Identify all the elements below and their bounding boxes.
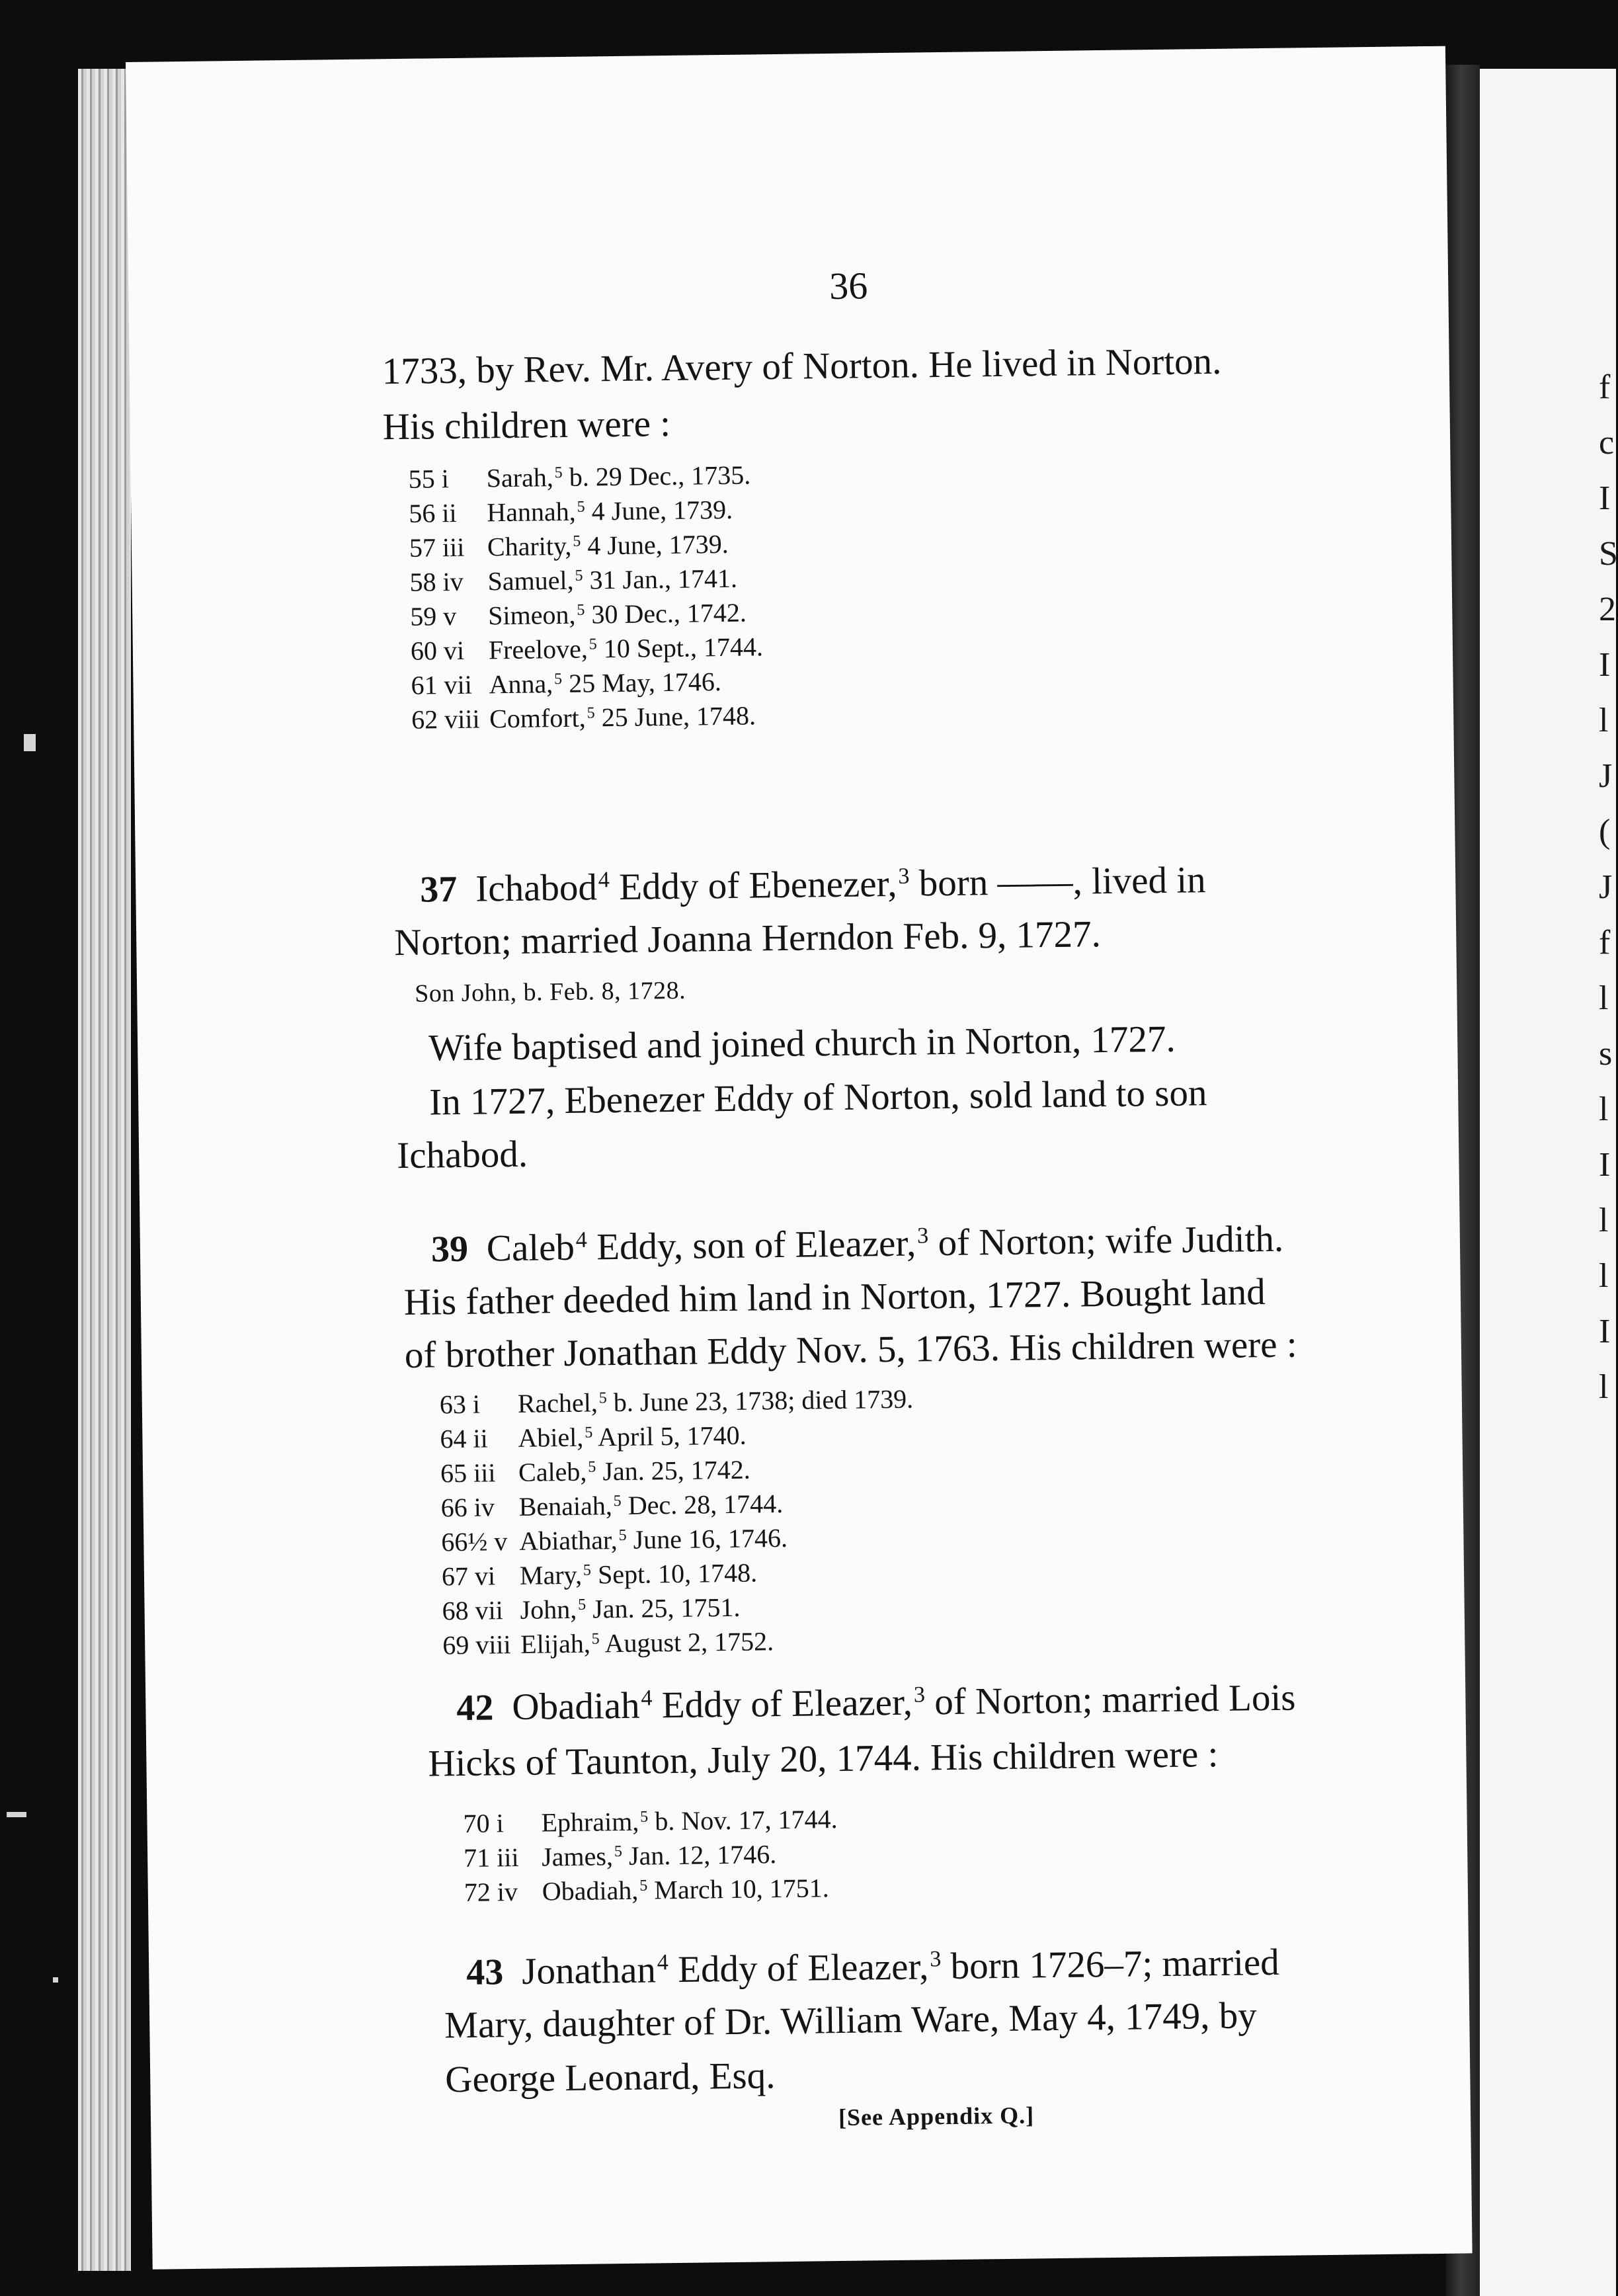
child-number: 71 iii <box>463 1842 519 1873</box>
child-dates: Dec. 28, 1744. <box>621 1489 784 1521</box>
entry-39-line-2: His father deeded him land in Norton, 1727. Bought land <box>403 1271 1266 1323</box>
facing-page-fragment: l <box>1599 979 1609 1017</box>
child-number: 68 vii <box>442 1595 504 1626</box>
generation-superscript: 5 <box>639 1877 648 1895</box>
child-name: Hannah, <box>487 496 577 528</box>
child-dates: b. Nov. 17, 1744. <box>648 1804 838 1836</box>
child-name: Freelove, <box>488 634 588 665</box>
entry-37-line-2: Norton; married Joanna Herndon Feb. 9, 1727. <box>393 913 1102 964</box>
generation-superscript: 5 <box>613 1492 622 1510</box>
child-number: 60 vi <box>410 635 465 666</box>
generation-superscript: 5 <box>614 1842 623 1860</box>
facing-page-fragment: I <box>1599 1313 1611 1350</box>
facing-page-fragment: s <box>1599 1035 1613 1073</box>
child-number: 56 ii <box>409 497 457 528</box>
entry-42-line-1: 42 Obadiah$^4$ Eddy of Eleazer,$^3$ of Norton; married Lois <box>456 1676 1296 1729</box>
facing-page-fragment: l <box>1599 1368 1609 1406</box>
facing-page-fragment: I <box>1599 479 1611 517</box>
child-name: Sarah, <box>486 462 554 493</box>
child-entry <box>464 1838 777 1873</box>
child-name: Mary, <box>519 1559 583 1590</box>
child-dates: Jan. 25, 1751. <box>585 1592 741 1624</box>
facing-page-fragment: I <box>1599 646 1611 684</box>
entry-43-line-3: George Leonard, Esq. <box>444 2055 776 2101</box>
child-number: 65 iii <box>440 1457 496 1489</box>
generation-superscript: 5 <box>575 567 583 585</box>
child-dates: March 10, 1751. <box>647 1873 830 1905</box>
child-entry <box>464 1872 829 1908</box>
entry-number: 39 <box>430 1228 469 1270</box>
facing-page-fragment: 2 <box>1599 591 1616 628</box>
dust-speck <box>24 734 36 751</box>
child-entry <box>440 1454 750 1489</box>
page-number: 36 <box>829 264 868 308</box>
child-entry <box>410 597 747 632</box>
facing-page-fragment: c <box>1599 424 1615 462</box>
child-entry <box>442 1592 740 1627</box>
child-dates: August 2, 1752. <box>599 1626 774 1659</box>
child-number: 57 iii <box>409 532 465 563</box>
facing-page-fragment: l <box>1599 1090 1609 1128</box>
generation-superscript: 5 <box>588 636 597 653</box>
opening-line-2: His children were : <box>382 402 671 448</box>
entry-number: 43 <box>465 1951 504 1993</box>
child-name: Comfort, <box>489 702 586 734</box>
child-dates: 25 May, 1746. <box>561 667 722 699</box>
facing-page-fragment: J <box>1599 757 1613 795</box>
child-entry <box>440 1488 783 1523</box>
child-dates: 4 June, 1739. <box>581 528 729 561</box>
generation-superscript: 5 <box>618 1526 627 1544</box>
generation-superscript: 5 <box>553 670 563 688</box>
child-name: James, <box>541 1841 614 1872</box>
facing-page-fragment: f <box>1599 924 1611 962</box>
child-entry <box>411 666 721 701</box>
child-entry <box>463 1803 838 1839</box>
entry-37-para-1: Wife baptised and joined church in Norton, 1727. <box>428 1018 1176 1069</box>
child-number: 66 iv <box>440 1492 495 1523</box>
facing-page-fragment: ( <box>1599 813 1611 850</box>
child-number: 63 i <box>439 1389 481 1420</box>
child-dates: b. 29 Dec., 1735. <box>562 460 751 492</box>
entry-43-line-2: Mary, daughter of Dr. William Ware, May 4, 1749, by <box>444 1994 1258 2047</box>
child-dates: 30 Dec., 1742. <box>585 597 747 630</box>
child-entry <box>441 1522 788 1557</box>
entry-number: 37 <box>419 868 458 911</box>
entry-39-line-1: 39 Caleb$^4$ Eddy, son of Eleazer,$^3$ of Norton; wife Judith. <box>430 1217 1284 1270</box>
opening-line-1: 1733, by Rev. Mr. Avery of Norton. He lived in Norton. <box>382 340 1222 393</box>
generation-superscript: 5 <box>598 1389 607 1407</box>
generation-superscript: 5 <box>585 1424 593 1442</box>
child-name: Abiathar, <box>519 1525 618 1556</box>
child-entry <box>440 1420 747 1455</box>
child-dates: April 5, 1740. <box>592 1420 747 1452</box>
child-name: Simeon, <box>487 599 576 631</box>
generation-superscript: 5 <box>573 532 581 550</box>
generation-superscript: 5 <box>587 704 595 722</box>
appendix-note: [See Appendix Q.] <box>838 2102 1035 2131</box>
entry-43-line-1: 43 Jonathan$^4$ Eddy of Eleazer,$^3$ born 1726–7; married <box>465 1941 1280 1993</box>
child-number: 69 viii <box>442 1629 511 1660</box>
child-name: Caleb, <box>518 1456 587 1487</box>
generation-superscript: 5 <box>577 1596 587 1614</box>
generation-superscript: 5 <box>577 498 585 516</box>
generation-superscript: 5 <box>591 1630 600 1648</box>
child-dates: Jan. 12, 1746. <box>622 1839 777 1871</box>
entry-39-line-3: of brother Jonathan Eddy Nov. 5, 1763. His children were : <box>404 1323 1297 1376</box>
child-name: Elijah, <box>520 1628 591 1659</box>
entry-37-para-2a: In 1727, Ebenezer Eddy of Norton, sold land to son <box>428 1072 1207 1124</box>
child-name: Charity, <box>487 530 572 562</box>
child-number: 62 viii <box>411 704 480 735</box>
child-name: John, <box>520 1594 577 1625</box>
child-dates: 4 June, 1739. <box>585 494 733 526</box>
child-name: Obadiah, <box>542 1875 639 1906</box>
generation-superscript: 5 <box>577 601 585 619</box>
child-entry <box>408 460 750 495</box>
entry-37-son: Son John, b. Feb. 8, 1728. <box>414 976 686 1008</box>
child-name: Samuel, <box>487 565 574 596</box>
child-number: 59 v <box>409 600 457 632</box>
child-number: 64 ii <box>440 1423 488 1454</box>
generation-superscript: 5 <box>554 464 563 481</box>
child-dates: b. June 23, 1738; died 1739. <box>606 1383 914 1418</box>
facing-page-fragment: I <box>1599 1146 1611 1184</box>
child-entry <box>442 1625 774 1660</box>
child-number: 67 vi <box>441 1561 496 1592</box>
facing-page-fragment: S <box>1599 535 1618 573</box>
child-dates: 25 June, 1748. <box>594 700 756 733</box>
generation-superscript: 5 <box>588 1458 596 1476</box>
facing-page <box>1480 69 1616 2296</box>
child-name: Anna, <box>489 669 553 700</box>
child-name: Rachel, <box>517 1387 598 1418</box>
child-dates: 31 Jan., 1741. <box>583 563 738 595</box>
book-page <box>126 46 1473 2270</box>
dust-speck <box>53 1977 58 1983</box>
generation-superscript: 5 <box>583 1561 592 1579</box>
child-dates: June 16, 1746. <box>626 1522 788 1555</box>
entry-37-para-2b: Ichabod. <box>396 1133 528 1177</box>
child-name: Benaiah, <box>518 1491 613 1522</box>
generation-superscript: 5 <box>640 1808 649 1826</box>
facing-page-fragment: J <box>1599 868 1613 906</box>
child-number: 61 vii <box>411 669 473 700</box>
facing-page-fragment: l <box>1599 702 1609 739</box>
dust-speck <box>7 1812 26 1817</box>
page-edges <box>78 69 131 2271</box>
child-entry <box>411 700 756 735</box>
child-entry <box>411 631 764 667</box>
child-number: 66½ v <box>441 1526 508 1557</box>
child-dates: Jan. 25, 1742. <box>596 1454 750 1487</box>
facing-page-fragment: l <box>1599 1257 1609 1295</box>
child-entry <box>440 1383 914 1420</box>
child-name: Ephraim, <box>541 1806 639 1838</box>
entry-number: 42 <box>456 1687 494 1729</box>
entry-42-line-2: Hicks of Taunton, July 20, 1744. His children were : <box>428 1733 1219 1785</box>
facing-page-fragment: f <box>1599 368 1611 406</box>
child-number: 55 i <box>408 464 450 494</box>
child-entry <box>409 494 733 529</box>
entry-37-line-1: 37 Ichabod$^4$ Eddy of Ebenezer,$^3$ born ——, lived in <box>419 859 1206 911</box>
child-entry <box>409 563 737 598</box>
child-dates: Sept. 10, 1748. <box>590 1557 758 1590</box>
child-name: Abiel, <box>518 1422 584 1453</box>
child-entry <box>409 528 729 563</box>
child-entry <box>442 1557 758 1592</box>
facing-page-fragment: l <box>1599 1202 1609 1239</box>
child-dates: 10 Sept., 1744. <box>596 632 764 664</box>
child-number: 72 iv <box>464 1876 518 1907</box>
child-number: 58 iv <box>409 566 464 597</box>
child-number: 70 i <box>463 1808 504 1838</box>
